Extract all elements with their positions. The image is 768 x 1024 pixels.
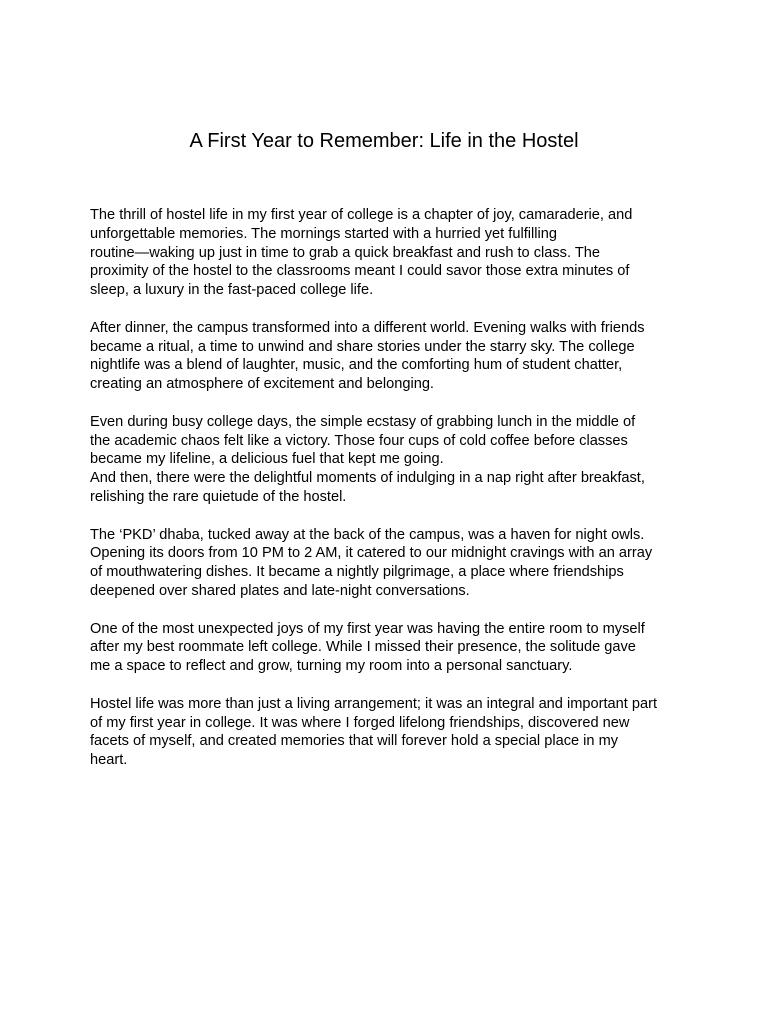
paragraph-1 — [90, 206, 690, 300]
text-line: creating an atmosphere of excitement and belonging. — [90, 376, 434, 393]
document-title: A First Year to Remember: Life in the Hostel — [189, 130, 579, 152]
text-line: Opening its doors from 10 PM to 2 AM, it catered to our midnight cravings with an array — [90, 545, 653, 562]
text-line: nightlife was a blend of laughter, music, and the comforting hum of student chatter, — [90, 357, 623, 374]
text-line: routine—waking up just in time to grab a quick breakfast and rush to class. The — [90, 244, 600, 261]
paragraph-2 — [90, 319, 690, 394]
text-line: One of the most unexpected joys of my first year was having the entire room to myself — [90, 620, 645, 637]
text-line: After dinner, the campus transformed into a different world. Evening walks with friends — [90, 319, 645, 336]
text-line: heart. — [90, 752, 128, 769]
text-line: Even during busy college days, the simple ecstasy of grabbing lunch in the middle of — [90, 413, 636, 430]
text-line: facets of myself, and created memories that will forever hold a special place in my — [90, 733, 619, 750]
paragraph-5 — [90, 620, 690, 676]
text-line: deepened over shared plates and late-night conversations. — [90, 582, 470, 599]
text-line: unforgettable memories. The mornings started with a hurried yet fulfilling — [90, 225, 557, 242]
paragraph-4 — [90, 526, 690, 601]
text-line: of my first year in college. It was where I forged lifelong friendships, discovered new — [90, 714, 630, 731]
text-line: became a ritual, a time to unwind and share stories under the starry sky. The college — [90, 338, 635, 355]
text-line: The ‘PKD’ dhaba, tucked away at the back of the campus, was a haven for night owls. — [90, 526, 645, 543]
text-line: proximity of the hostel to the classrooms meant I could savor those extra minutes of — [90, 263, 630, 280]
paragraph-3 — [90, 413, 690, 507]
text-line: And then, there were the delightful moments of indulging in a nap right after breakfast, — [90, 470, 645, 487]
text-line: relishing the rare quietude of the hostel. — [90, 488, 347, 505]
text-line: sleep, a luxury in the fast-paced college life. — [90, 282, 374, 299]
text-line: became my lifeline, a delicious fuel that kept me going. — [90, 451, 444, 468]
text-line: Hostel life was more than just a living arrangement; it was an integral and important part — [90, 695, 658, 712]
text-line: the academic chaos felt like a victory. Those four cups of cold coffee before classes — [90, 432, 628, 449]
text-line: after my best roommate left college. While I missed their presence, the solitude gave — [90, 639, 636, 656]
text-line: me a space to reflect and grow, turning my room into a personal sanctuary. — [90, 658, 573, 675]
paragraph-6 — [90, 695, 690, 770]
text-line: The thrill of hostel life in my first year of college is a chapter of joy, camaraderie, and — [90, 207, 633, 223]
document-body — [90, 206, 690, 789]
text-line: of mouthwatering dishes. It became a nightly pilgrimage, a place where friendships — [90, 564, 624, 581]
